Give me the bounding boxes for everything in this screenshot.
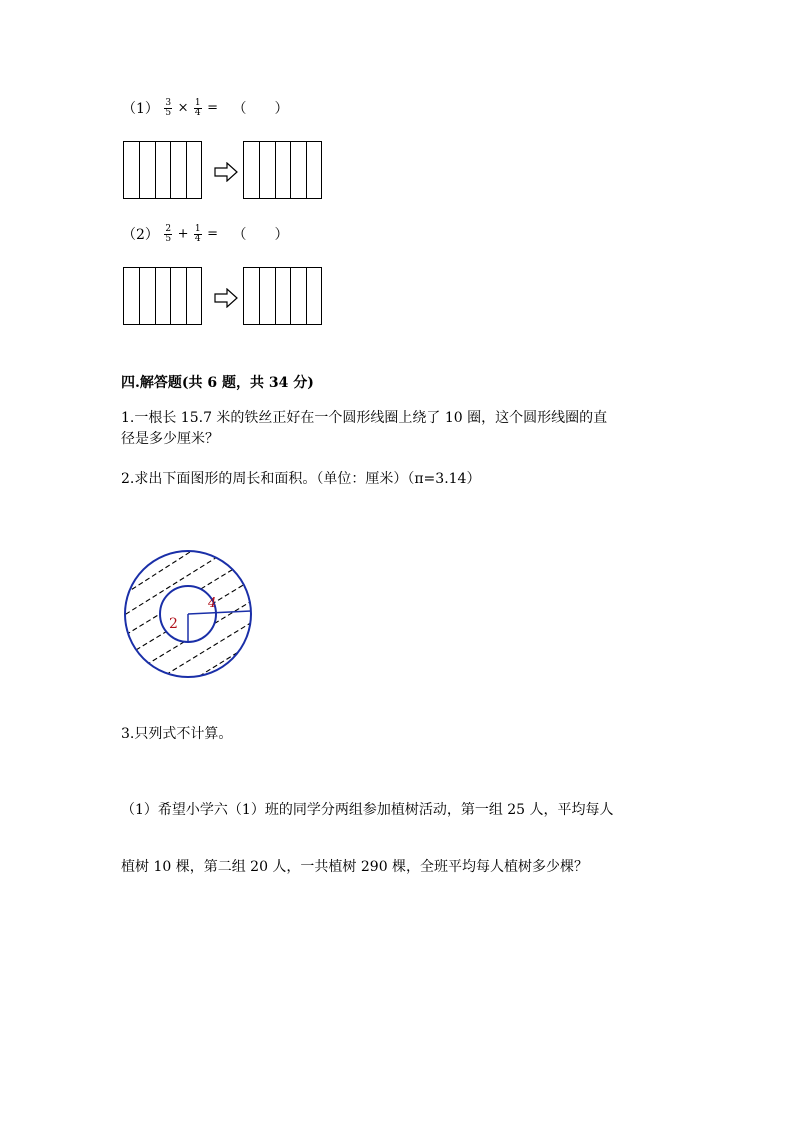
multiply-sign: × <box>177 100 189 116</box>
equals-sign: = <box>207 226 219 242</box>
plus-sign: + <box>177 226 189 242</box>
fraction-1-4: $\frac{1}{4}$ <box>194 223 201 244</box>
fraction-grid-right-2 <box>243 267 322 325</box>
problem-1-expression <box>122 98 288 118</box>
outer-radius-line <box>188 611 251 614</box>
fraction-2-5: $\frac{2}{5}$ <box>165 223 172 244</box>
question-3: 3.只列式不计算。 <box>121 726 233 742</box>
answer-blank: （ ） <box>232 101 289 117</box>
fraction-1-4: $\frac{1}{4}$ <box>194 97 201 118</box>
fraction-3-5: $\frac{3}{5}$ <box>165 97 172 118</box>
fraction-grid-left-2 <box>123 267 202 325</box>
question-3-sub-1-line-2: 植树 10 棵，第二组 20 人，一共植树 290 棵，全班平均每人植树多少棵？ <box>121 859 589 875</box>
problem-1-index: （1） <box>122 101 159 117</box>
section-heading: 四.解答题(共 6 题，共 34 分) <box>121 375 314 391</box>
question-3-sub-1-line-1: （1）希望小学六（1）班的同学分两组参加植树活动，第一组 25 人，平均每人 <box>121 802 614 818</box>
question-1-line-1: 1.一根长 15.7 米的铁丝正好在一个圆形线圈上绕了 10 圈，这个圆形线圈的直 <box>121 410 608 426</box>
problem-2-index: （2） <box>122 227 159 243</box>
arrow-right-icon <box>214 288 238 308</box>
question-1-line-2: 径是多少厘米？ <box>121 431 219 447</box>
equals-sign: = <box>207 100 219 116</box>
inner-radius-label: 2 <box>169 616 178 632</box>
fraction-grid-right-1 <box>243 141 322 199</box>
outer-radius-label: 4 <box>208 596 217 611</box>
problem-2-expression <box>122 224 288 244</box>
fraction-grid-left-1 <box>123 141 202 199</box>
annulus-figure <box>118 544 258 684</box>
question-2: 2.求出下面图形的周长和面积。（单位：厘米）（π=3.14） <box>121 471 481 487</box>
answer-blank: （ ） <box>232 227 289 243</box>
arrow-right-icon <box>214 162 238 182</box>
